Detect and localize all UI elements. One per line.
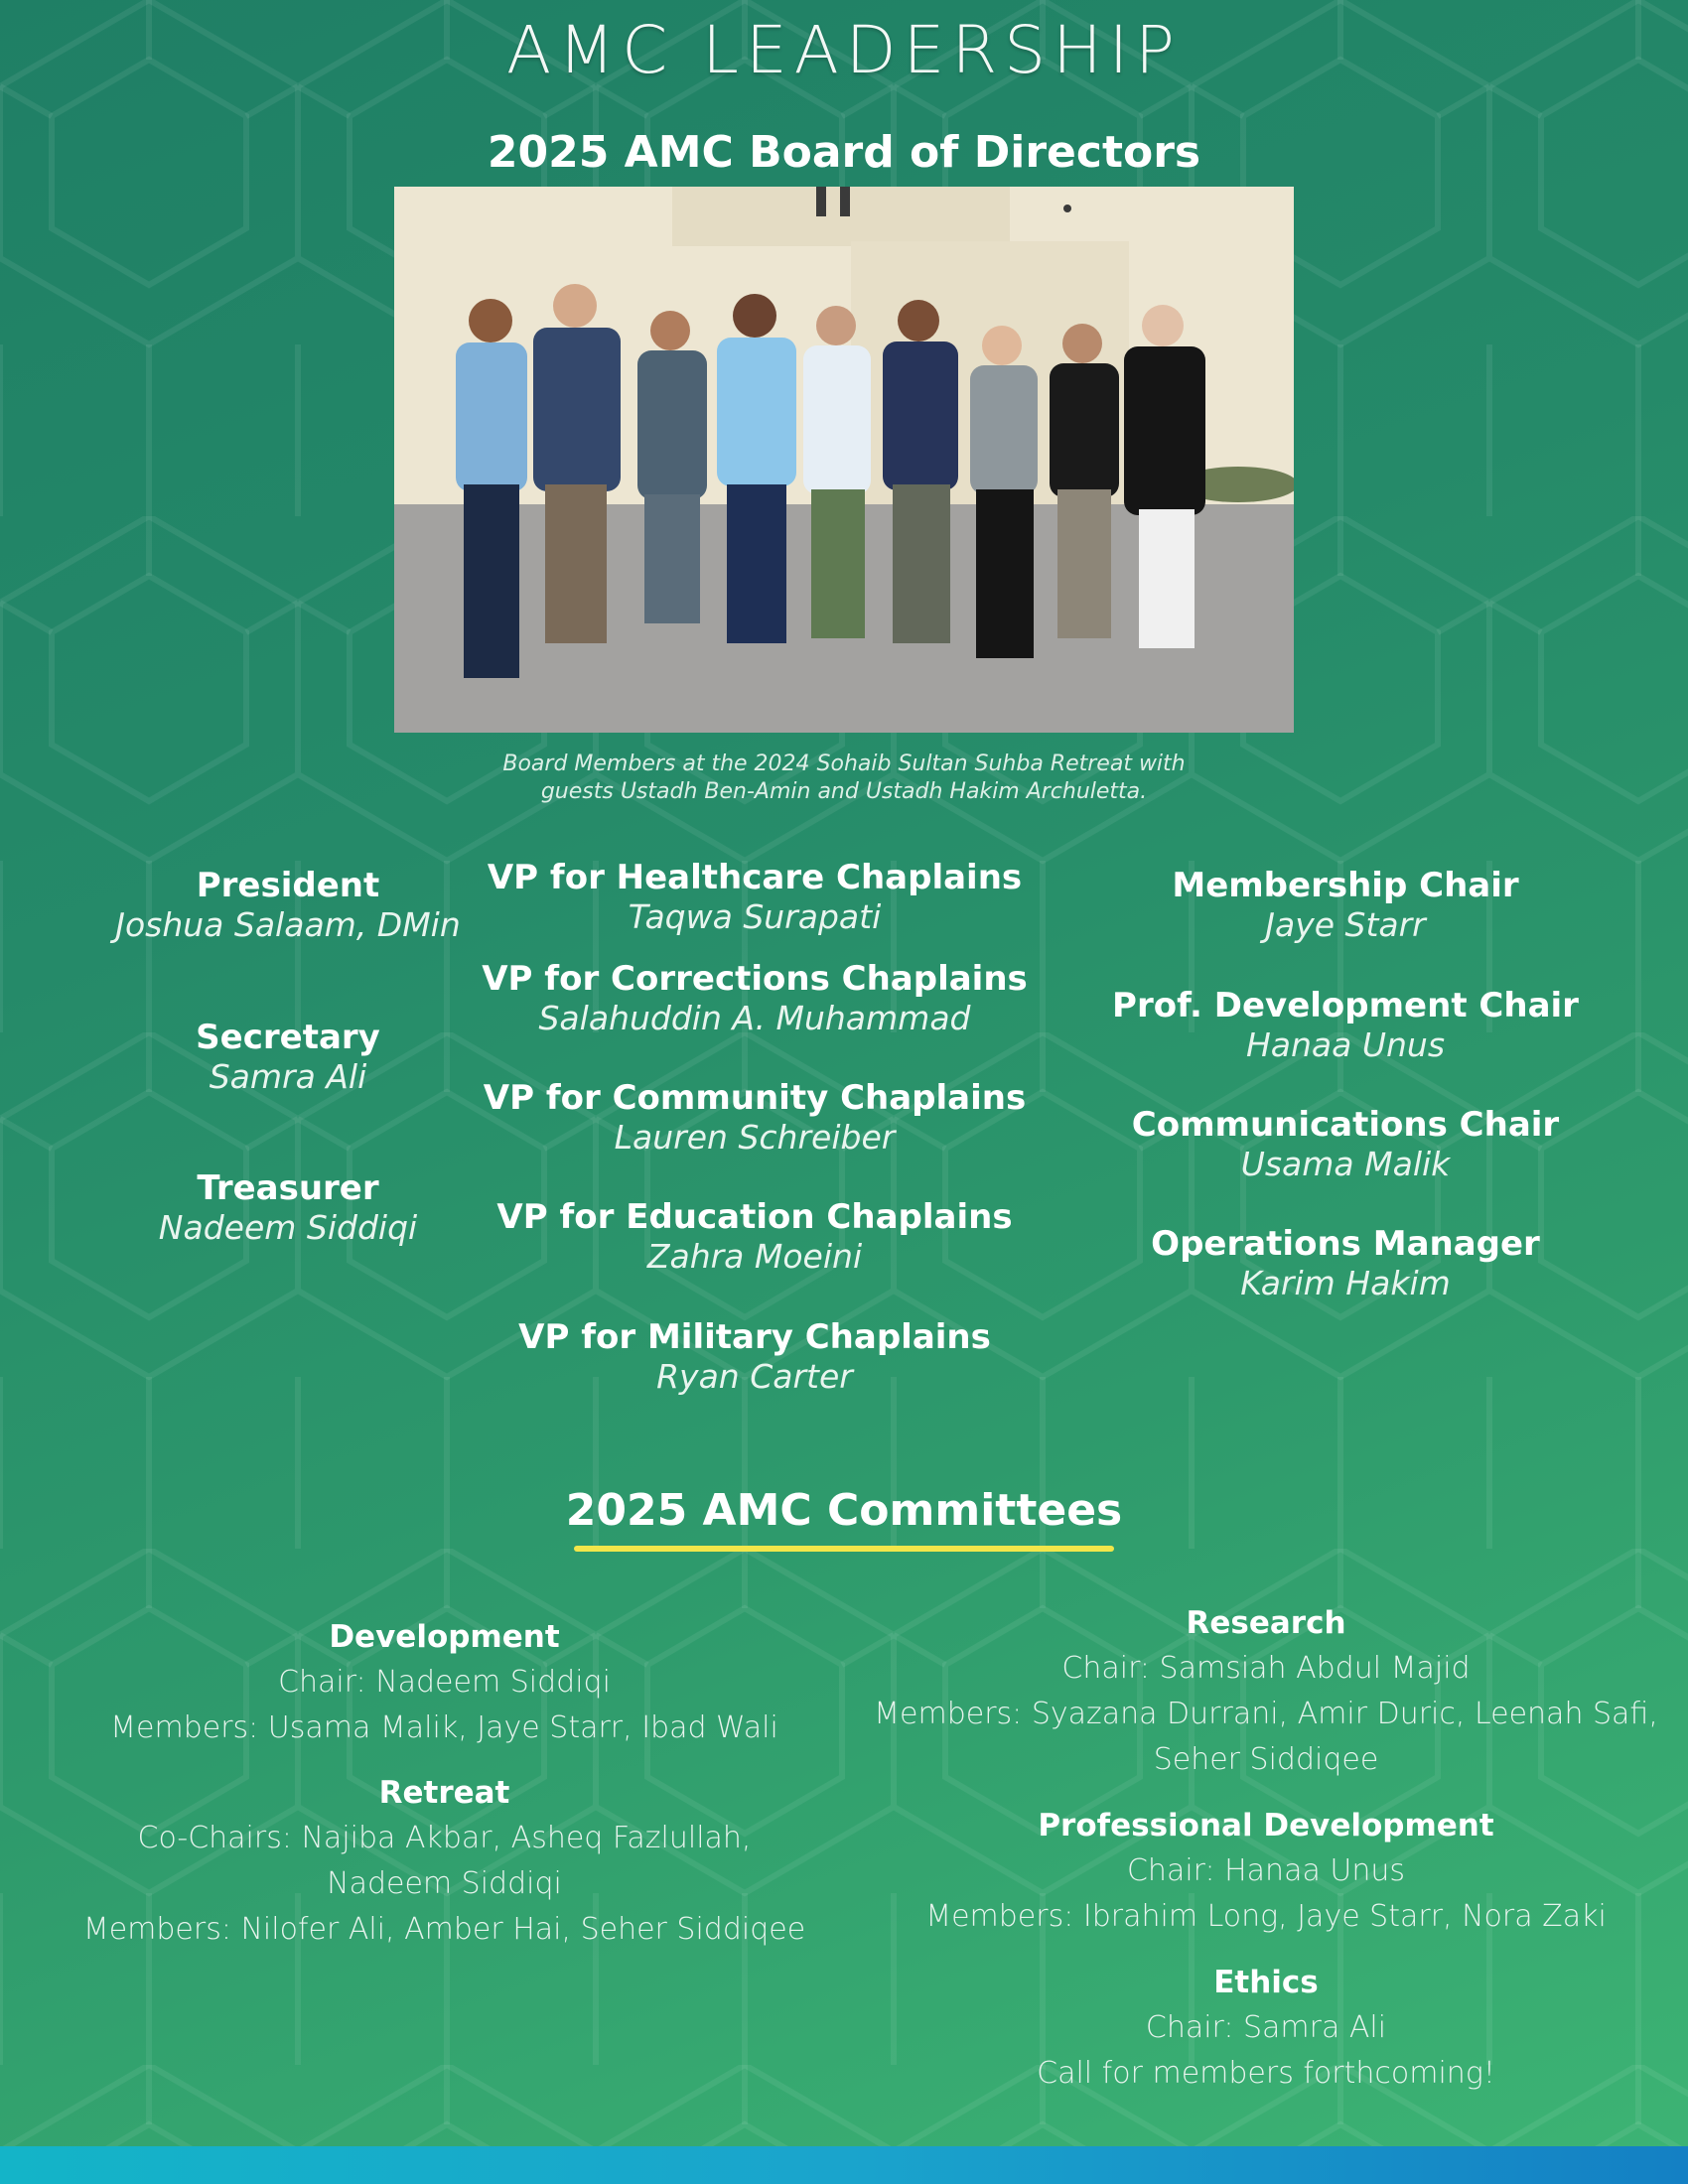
board-member-vp-education	[457, 1197, 1053, 1276]
board-member-vp-corrections	[457, 959, 1053, 1037]
board-role: President	[196, 866, 380, 905]
photo-caption-line: guests Ustadh Ben-Amin and Ustadh Hakim Archuletta.	[540, 779, 1148, 804]
committee-chair: Chair: Samra Ali	[1145, 2010, 1387, 2045]
board-group-photo	[394, 187, 1294, 733]
committee-development	[40, 1614, 849, 1751]
committee-members: Seher Siddiqee	[1153, 1742, 1379, 1777]
board-name: Jaye Starr	[1265, 905, 1426, 944]
board-member-vp-healthcare	[457, 858, 1053, 936]
committee-title: Development	[329, 1619, 560, 1655]
committee-members: Members: Nilofer Ali, Amber Hai, Seher Siddiqee	[82, 1912, 806, 1947]
board-name: Usama Malik	[1240, 1145, 1451, 1183]
board-name: Ryan Carter	[656, 1357, 853, 1396]
board-member-vp-community	[457, 1078, 1053, 1157]
committee-chair: Chair: Samsiah Abdul Majid	[1061, 1651, 1471, 1686]
title-underline	[574, 1546, 1114, 1552]
committee-title: Research	[1186, 1605, 1346, 1641]
committee-ethics	[864, 1960, 1668, 2097]
board-name: Salahuddin A. Muhammad	[538, 999, 971, 1037]
board-role: Prof. Development Chair	[1112, 986, 1579, 1025]
board-name: Lauren Schreiber	[614, 1118, 896, 1157]
committee-chair: Chair: Nadeem Siddiqi	[278, 1665, 611, 1700]
board-role: VP for Military Chaplains	[518, 1317, 991, 1357]
photo-caption-line: Board Members at the 2024 Sohaib Sultan Suhba Retreat with	[502, 751, 1186, 776]
committee-cochairs: Nadeem Siddiqi	[327, 1866, 562, 1901]
committee-chair: Chair: Hanaa Unus	[1126, 1853, 1405, 1888]
board-member-president	[60, 866, 516, 944]
committee-members: Members: Usama Malik, Jaye Starr, Ibad Wali	[110, 1710, 778, 1745]
board-name: Nadeem Siddiqi	[158, 1208, 418, 1247]
board-role: VP for Community Chaplains	[483, 1078, 1027, 1118]
committee-retreat	[40, 1770, 849, 1953]
board-name: Karim Hakim	[1240, 1264, 1451, 1302]
board-role: Communications Chair	[1131, 1105, 1560, 1145]
board-member-vp-military	[457, 1317, 1053, 1396]
committee-members: Members: Syazana Durrani, Amir Duric, Leenah Safi,	[874, 1697, 1658, 1731]
board-section-title: 2025 AMC Board of Directors	[487, 127, 1201, 178]
committee-title: Ethics	[1213, 1965, 1319, 2000]
board-member-operations-manager	[1082, 1224, 1609, 1302]
committee-title: Professional Development	[1038, 1808, 1494, 1843]
committee-title: Retreat	[378, 1775, 510, 1811]
committee-research	[864, 1600, 1668, 1783]
board-role: Treasurer	[197, 1168, 379, 1208]
board-member-secretary	[60, 1018, 516, 1096]
committee-members: Members: Ibrahim Long, Jaye Starr, Nora Zaki	[925, 1899, 1607, 1934]
board-name: Joshua Salaam, DMin	[115, 905, 461, 944]
board-role: VP for Corrections Chaplains	[482, 959, 1028, 999]
board-name: Zahra Moeini	[646, 1237, 863, 1276]
board-member-treasurer	[60, 1168, 516, 1247]
committee-cochairs: Co-Chairs: Najiba Akbar, Asheq Fazlullah,	[137, 1821, 752, 1855]
board-member-membership-chair	[1082, 866, 1609, 944]
committee-note: Call for members forthcoming!	[1037, 2056, 1495, 2091]
photo-caption	[348, 751, 1340, 806]
board-member-communications-chair	[1082, 1105, 1609, 1183]
committees-section-title: 2025 AMC Committees	[565, 1485, 1123, 1536]
board-name: Samra Ali	[209, 1057, 367, 1096]
board-member-prof-dev-chair	[1082, 986, 1609, 1064]
committee-professional-development	[864, 1803, 1668, 1940]
board-role: Membership Chair	[1172, 866, 1519, 905]
board-name: Taqwa Surapati	[628, 897, 882, 936]
board-role: Operations Manager	[1151, 1224, 1540, 1264]
page-title: AMC LEADERSHIP	[506, 12, 1182, 88]
board-role: Secretary	[196, 1018, 380, 1057]
board-name: Hanaa Unus	[1245, 1025, 1446, 1064]
footer-bar	[0, 2146, 1688, 2184]
board-role: VP for Education Chaplains	[496, 1197, 1013, 1237]
board-role: VP for Healthcare Chaplains	[487, 858, 1023, 897]
